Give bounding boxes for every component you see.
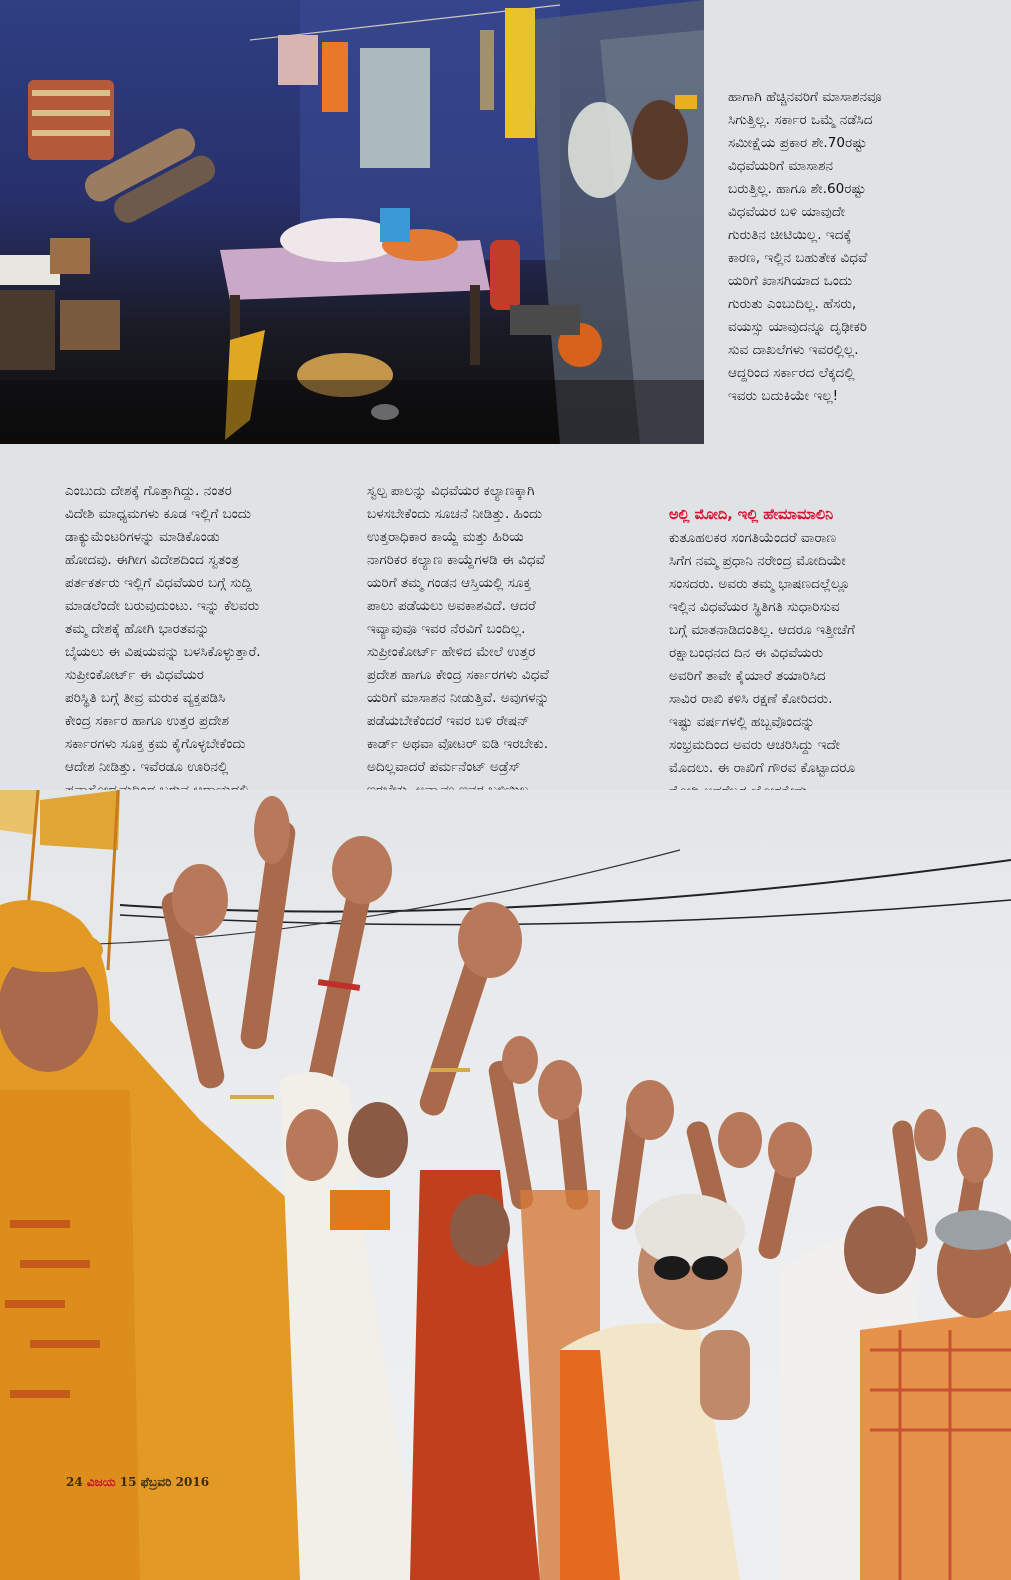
article-column-3: [669, 480, 952, 826]
magazine-name: ವಿಜಯ: [86, 1475, 116, 1489]
widow-room-photo: [0, 0, 704, 444]
page-folio: [66, 1475, 209, 1490]
widows-celebration-photo: [0, 790, 1011, 1580]
article-column-1: ಎಂಬುದು ದೇಶಕ್ಕೆ ಗೊತ್ತಾಗಿದ್ದು. ನಂತರ ವಿದೇಶಿ ಮಾಧ್ಯಮಗಳು ಕೂಡ ಇಲ್ಲಿಗೆ ಬಂದು ಡಾಕ್ಯುಮೆಂಟರಿಗಳನ್ನು ಮಾಡಿಕೊಂಡು ಹೋದವು. ಈಗೀಗ ವಿದೇಶದಿಂದ ಸ್ವತಂತ್ರ ಪರ್ತಕರ್ತರು ಇಲ್ಲಿಗೆ ವಿಧವೆಯರ ಬಗ್ಗೆ ಸುದ್ದಿ ಮಾಡಲೆಂದೇ ಬರುವುದುಂಟು. ಇನ್ನು ಕೆಲವರು ತಮ್ಮ ದೇಶಕ್ಕೆ ಹೋಗಿ ಭಾರತವನ್ನು ಬೈಯಲು ಈ ವಿಷಯವನ್ನು ಬಳಸಿಕೊಳ್ಳುತ್ತಾರೆ. ಸುಪ್ರೀಂಕೋರ್ಟ್ ಈ ವಿಧವೆಯರ ಪರಿಸ್ಥಿತಿ ಬಗ್ಗೆ ತೀವ್ರ ಮರುಕ ವ್ಯಕ್ತಪಡಿಸಿ ಕೇಂದ್ರ ಸರ್ಕಾರ ಹಾಗೂ ಉತ್ತರ ಪ್ರದೇಶ ಸರ್ಕಾರಗಳು ಸೂಕ್ತ ಕ್ರಮ ಕೈಗೊಳ್ಳಬೇಕೆಂದು ಆದೇಶ ನೀಡಿತ್ತು. ಇವೆರಡೂ ಊರಿನಲ್ಲಿ: [65, 483, 261, 775]
article-column-3-body: ಕುತೂಹಲಕರ ಸಂಗತಿಯೆಂದರೆ ವಾರಾಣ ಸಿಗೆಗ ನಮ್ಮ ಪ್ರಧಾನಿ ನರೇಂದ್ರ ಮೋದಿಯೇ ಸಂಸದರು. ಅವರು ತಮ್ಮ ಭಾಷಣದಲ್ಲೆಲ್ಲೂ ಇಲ್ಲಿನ ವಿಧವೆಯರ ಸ್ಥಿತಿಗತಿ ಸುಧಾರಿಸುವ ಬಗ್ಗೆ ಮಾತನಾಡಿದಂತಿಲ್ಲ. ಆದರೂ ಇತ್ತೀಚೆಗೆ ರಕ್ಷಾಬಂಧನದ ದಿನ ಈ ವಿಧವೆಯರು ಅವರಿಗೆ ತಾವೇ ಕೈಯಾರೆ ತಯಾರಿಸಿದ ಸಾವಿರ ರಾಖಿ ಕಳಿಸಿ ರಕ್ಷಣೆ ಕೋರಿದರು. ಇಷ್ಟು ವರ್ಷಗಳಲ್ಲಿ ಹಬ್ಬವೊಂದನ್ನು ಸಂಭ್ರಮದಿಂದ ಅವರು ಆಚರಿಸಿದ್ದು ಇದೇ ಮೊದಲು. ಈ ರಾಖಿಗೆ ಗೌರವ ಕೊಟ್ಟಾದರೂ: [669, 530, 856, 776]
widows-crowd-illustration: [0, 790, 1011, 1580]
page-number: 24: [66, 1475, 83, 1489]
widow-room-illustration: [0, 0, 704, 444]
issue-date: 15 ಫೆಬ್ರವರಿ 2016: [119, 1475, 210, 1489]
article-column-2: ಸ್ವಲ್ಪ ಪಾಲನ್ನು ವಿಧವೆಯರ ಕಲ್ಯಾಣಕ್ಕಾಗಿ ಬಳಸಬೇಕೆಂದು ಸೂಚನೆ ನೀಡಿತ್ತು. ಹಿಂದು ಉತ್ತರಾಧಿಕಾರ ಕಾಯ್ದೆ ಮತ್ತು ಹಿರಿಯ ನಾಗರಿಕರ ಕಲ್ಯಾಣ ಕಾಯ್ದೆಗಳಡಿ ಈ ವಿಧವೆ ಯರಿಗೆ ತಮ್ಮ ಗಂಡನ ಆಸ್ತಿಯಲ್ಲಿ ಸೂಕ್ತ ಪಾಲು ಪಡೆಯಲು ಅವಕಾಶವಿದೆ. ಆದರೆ ಇವ್ಯಾವುವೂ ಇವರ ನೆರವಿಗೆ ಬಂದಿಲ್ಲ. ಸುಪ್ರೀಂಕೋರ್ಟ್ ಹೇಳಿದ ಮೇಲೆ ಉತ್ತರ ಪ್ರದೇಶ ಹಾಗೂ ಕೇಂದ್ರ ಸರ್ಕಾರಗಳು ವಿಧವೆ ಯರಿಗೆ ಮಾಸಾಶನ ನೀಡುತ್ತಿವೆ. ಅವುಗಳನ್ನು ಪಡೆಯಬೇಕೆಂದರೆ ಇವರ ಬಳಿ ರೇಷನ್ ಕಾರ್ಡ್ ಅಥವಾ ವೋಟರ್ ಐಡಿ ಇರಬೇಕು. ಅದಿಲ್ಲವಾದರೆ ಪರ್ಮನೆಂಟ್ ಅಡ್ರೆಸ್: [367, 483, 550, 775]
section-heading: ಅಲ್ಲಿ ಮೋದಿ, ಇಲ್ಲಿ ಹೇಮಾಮಾಲಿನಿ: [669, 507, 834, 523]
sidebar-paragraph: ಹಾಗಾಗಿ ಹೆಚ್ಚಿನವರಿಗೆ ಮಾಸಾಶನವೂ ಸಿಗುತ್ತಿಲ್ಲ. ಸರ್ಕಾರ ಒಮ್ಮೆ ನಡೆಸಿದ ಸಮೀಕ್ಷೆಯ ಪ್ರಕಾರ ಶೇ.70ರಷ್ಟು ವಿಧವೆಯರಿಗೆ ಮಾಸಾಶನ ಬರುತ್ತಿಲ್ಲ. ಹಾಗೂ ಶೇ.60ರಷ್ಟು ವಿಧವೆಯರ ಬಳಿ ಯಾವುದೇ ಗುರುತಿನ ಚೀಟಿಯಿಲ್ಲ. ಇದಕ್ಕೆ ಕಾರಣ, ಇಲ್ಲಿನ ಬಹುತೇಕ ವಿಧವೆ ಯರಿಗೆ ಖಾಸಗಿಯಾದ ಒಂದು ಗುರುತು ಎಂಬುದಿಲ್ಲ. ಹೆಸರು, ವಯಸ್ಸು ಯಾವುದನ್ನೂ ದೃಢೀಕರಿ ಸುವ ದಾಖಲೆಗಳು ಇವರಲ್ಲಿಲ್ಲ. ಆದ್ದರಿಂದ ಸರ್ಕಾರದ ಲೆಕ್ಕದಲ್ಲಿ ಇವರು ಬದುಕಿಯೇ ಇಲ್ಲ!: [728, 89, 882, 404]
